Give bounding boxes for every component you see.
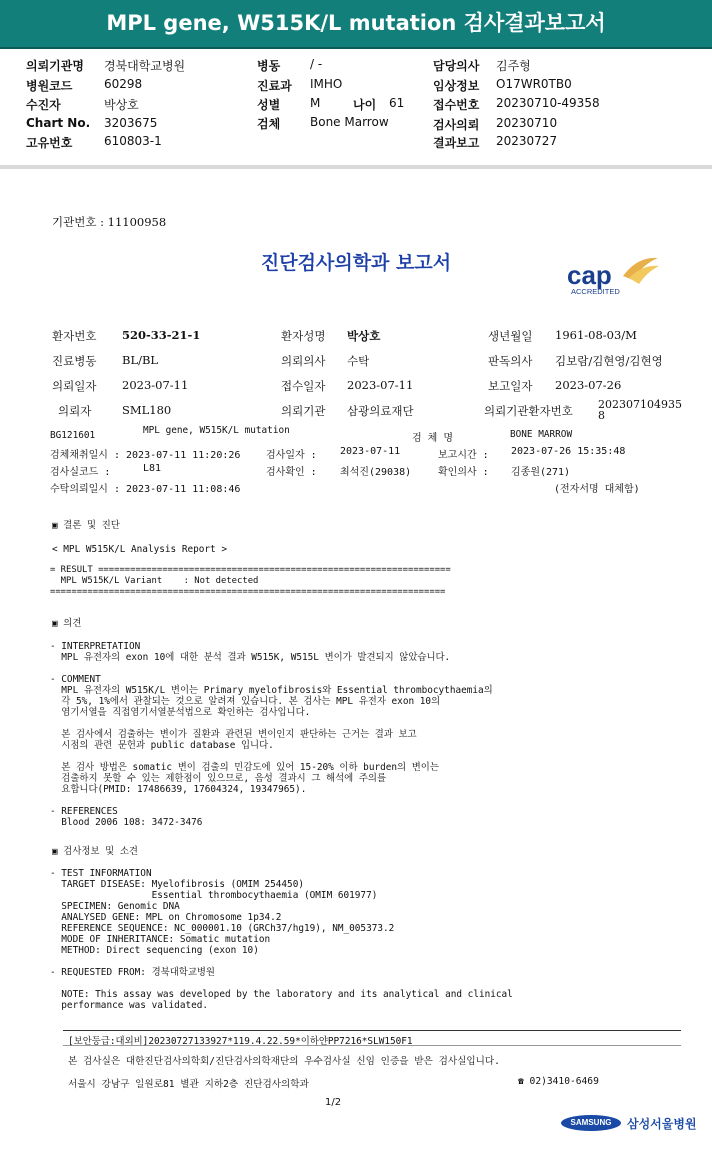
header-label: 결과보고	[433, 136, 480, 150]
header-divider	[0, 165, 712, 169]
patient-label: 의뢰일자	[52, 379, 97, 393]
header-label: Chart No.	[26, 116, 91, 130]
patient-label: 의뢰기관환자번호	[484, 404, 573, 418]
lab-phone: ☎ 02)3410-6469	[518, 1076, 599, 1087]
patient-label: 의뢰의사	[281, 354, 326, 368]
institution-number: 기관번호 : 11100958	[52, 215, 167, 229]
header-label: 병동	[257, 59, 281, 73]
test-date-label: 검사일자 :	[266, 450, 317, 461]
confirm-doctor-label: 확인의사 :	[438, 467, 489, 478]
header-value: 610803-1	[104, 134, 162, 148]
page-number: 1/2	[325, 1097, 342, 1108]
certification-text: 본 검사실은 대한진단검사의학회/진단검사의학재단의 우수검사실 신임 인증을 받은 검사실입니다.	[68, 1056, 500, 1067]
age-label: 나이	[353, 98, 377, 112]
header-label: 수진자	[26, 98, 61, 112]
report-time-value: 2023-07-26 15:35:48	[511, 446, 626, 457]
e-signature-note: (전자서명 대체함)	[554, 484, 640, 495]
section-conclusion-heading: ▣ 결론 및 진단	[52, 520, 120, 531]
patient-value: 박상호	[347, 329, 381, 343]
patient-value: 삼광의료재단	[347, 404, 414, 418]
hospital-name: 삼성서울병원	[627, 1117, 697, 1131]
section-info-heading: ▣ 검사정보 및 소견	[52, 846, 138, 857]
lab-code-label: 검사실코드 :	[50, 467, 111, 478]
samsung-logo-badge: SAMSUNG	[561, 1115, 621, 1131]
patient-value: 2023-07-11	[122, 378, 189, 392]
header-value: / -	[310, 57, 323, 71]
patient-label: 접수일자	[281, 379, 326, 393]
header-value: 60298	[104, 77, 143, 91]
collection-time: 검체채취일시 : 2023-07-11 11:20:26	[50, 450, 241, 461]
specimen-value: BONE MARROW	[510, 429, 573, 440]
header-label: 검체	[257, 117, 281, 131]
opinion-block: - INTERPRETATION MPL 유전자의 exon 10에 대한 분석 결과 W515K, W515L 변이가 발견되지 않았습니다. - COMMENT MPL 유전자의 W515K/L 변이는 Primary myelofibrosis와 Essential thrombocythaemia의 각 5%, 1%에서 관찰되는 것으로 알려져 있습니다. 본 검사는 MPL 유전자 exon 10의 염기서열을 직접염기서열분석법으로 확인하는 검사입니다. 본 검사에서 검출하는 변이가 질환과 관련된 변이인지 판단하는 근거는 결과 보고 시점의 관련 문헌과 public database 입니다. 본 검사 방법은 somatic 변이 검출의 민감도에 있어 15-20% 이하 burden의 변이는 검출하지 못할 수 있는 제한점이 있으므로, 음성 결과시 그 해석에 주의를 요합니다(PMID: 17486639, 17604324, 19347965). - REFERENCES Blood 2006 108: 3472-3476	[50, 641, 493, 828]
lab-code-value: L81	[143, 463, 162, 474]
cap-text: cap	[567, 260, 612, 290]
header-value: 3203675	[104, 116, 158, 130]
analysis-report-title: < MPL W515K/L Analysis Report >	[52, 544, 227, 555]
patient-value: 202307104935	[598, 398, 682, 411]
header-value: Bone Marrow	[310, 115, 389, 129]
test-info-block: - TEST INFORMATION TARGET DISEASE: Myelofibrosis (OMIM 254450) Essential thrombocythaemia (OMIM 601977) SPECIMEN: Genomic DNA ANALYSED GENE: MPL on Chromosome 1p34.2 REFERENCE SEQUENCE: NC_000001.10 (GRCh37/hg19), NM_005373.2 MODE OF INHERITANCE: Somatic mutation METHOD: Direct sequencing (exon 10) - REQUESTED FROM: 경북대학교병원 NOTE: This assay was developed by the laboratory and its analytical and clinical performance was validated.	[50, 868, 513, 1011]
patient-value: 김보람/김현영/김현영	[555, 354, 663, 368]
test-confirm-label: 검사확인 :	[266, 467, 317, 478]
patient-label: 보고일자	[488, 379, 533, 393]
patient-label: 환자번호	[52, 329, 97, 343]
confirm-doctor-value: 김종원(271)	[511, 467, 571, 478]
header-label: 진료과	[257, 79, 292, 93]
patient-value: 1961-08-03/M	[555, 328, 637, 342]
test-name: MPL gene, W515K/L mutation	[143, 425, 290, 436]
header-label: 검사의뢰	[433, 118, 480, 132]
header-label: 담당의사	[433, 59, 480, 73]
header-value: 20230710-49358	[496, 96, 600, 110]
header-label: 의뢰기관명	[26, 59, 84, 73]
header-value: 20230727	[496, 134, 558, 148]
header-value: 박상호	[104, 98, 139, 112]
header-value: 김주형	[496, 59, 531, 73]
cap-accredited-logo	[563, 254, 663, 300]
patient-value: SML180	[122, 403, 172, 417]
consign-time: 수탁의뢰일시 : 2023-07-11 11:08:46	[50, 484, 241, 495]
patient-label: 판독의사	[488, 354, 533, 368]
document-title: 진단검사의학과 보고서	[260, 252, 452, 274]
patient-label: 의뢰자	[58, 404, 92, 418]
patient-value: 2023-07-26	[555, 378, 622, 392]
patient-label: 의뢰기관	[281, 404, 326, 418]
report-title: MPL gene, W515K/L mutation 검사결과보고서	[0, 0, 712, 49]
header-label: 성별	[257, 98, 281, 112]
header-label: 임상정보	[433, 79, 480, 93]
cap-subtext: ACCREDITED	[571, 287, 620, 296]
header-value: O17WR0TB0	[496, 77, 572, 91]
security-line: [보안등급:대외비]20230727133927*119.4.22.59*이하얀PP7216*SLW150F1	[68, 1036, 413, 1047]
header-label: 고유번호	[26, 136, 73, 150]
result-block: = RESULT ================================================================== MPL W515K/L Variant : Not detected ==========================================================================	[50, 565, 451, 597]
patient-label: 생년월일	[488, 329, 533, 343]
report-time-label: 보고시간 :	[438, 450, 489, 461]
patient-value-wrap: 8	[598, 409, 605, 422]
patient-value: 수탁	[347, 354, 370, 368]
header-value: M	[310, 96, 321, 110]
header-value: 경북대학교병원	[104, 59, 186, 73]
patient-label: 진료병동	[52, 354, 97, 368]
specimen-label: 검 체 명	[412, 433, 454, 444]
test-confirm-value: 최석진(29038)	[340, 467, 412, 478]
header-label: 접수번호	[433, 98, 480, 112]
lab-address: 서울시 강남구 일원로81 별관 지하2층 진단검사의학과	[68, 1079, 309, 1090]
patient-label: 환자성명	[281, 329, 326, 343]
header-value: 20230710	[496, 116, 558, 130]
header-value: IMHO	[310, 77, 343, 91]
specimen-code: BG121601	[50, 430, 96, 441]
patient-value: 520-33-21-1	[122, 328, 201, 342]
header-label: 병원코드	[26, 79, 73, 93]
patient-value: 2023-07-11	[347, 378, 414, 392]
test-date-value: 2023-07-11	[340, 446, 401, 457]
age-value: 61	[389, 96, 405, 110]
patient-value: BL/BL	[122, 353, 159, 367]
section-opinion-heading: ▣ 의견	[52, 618, 82, 629]
